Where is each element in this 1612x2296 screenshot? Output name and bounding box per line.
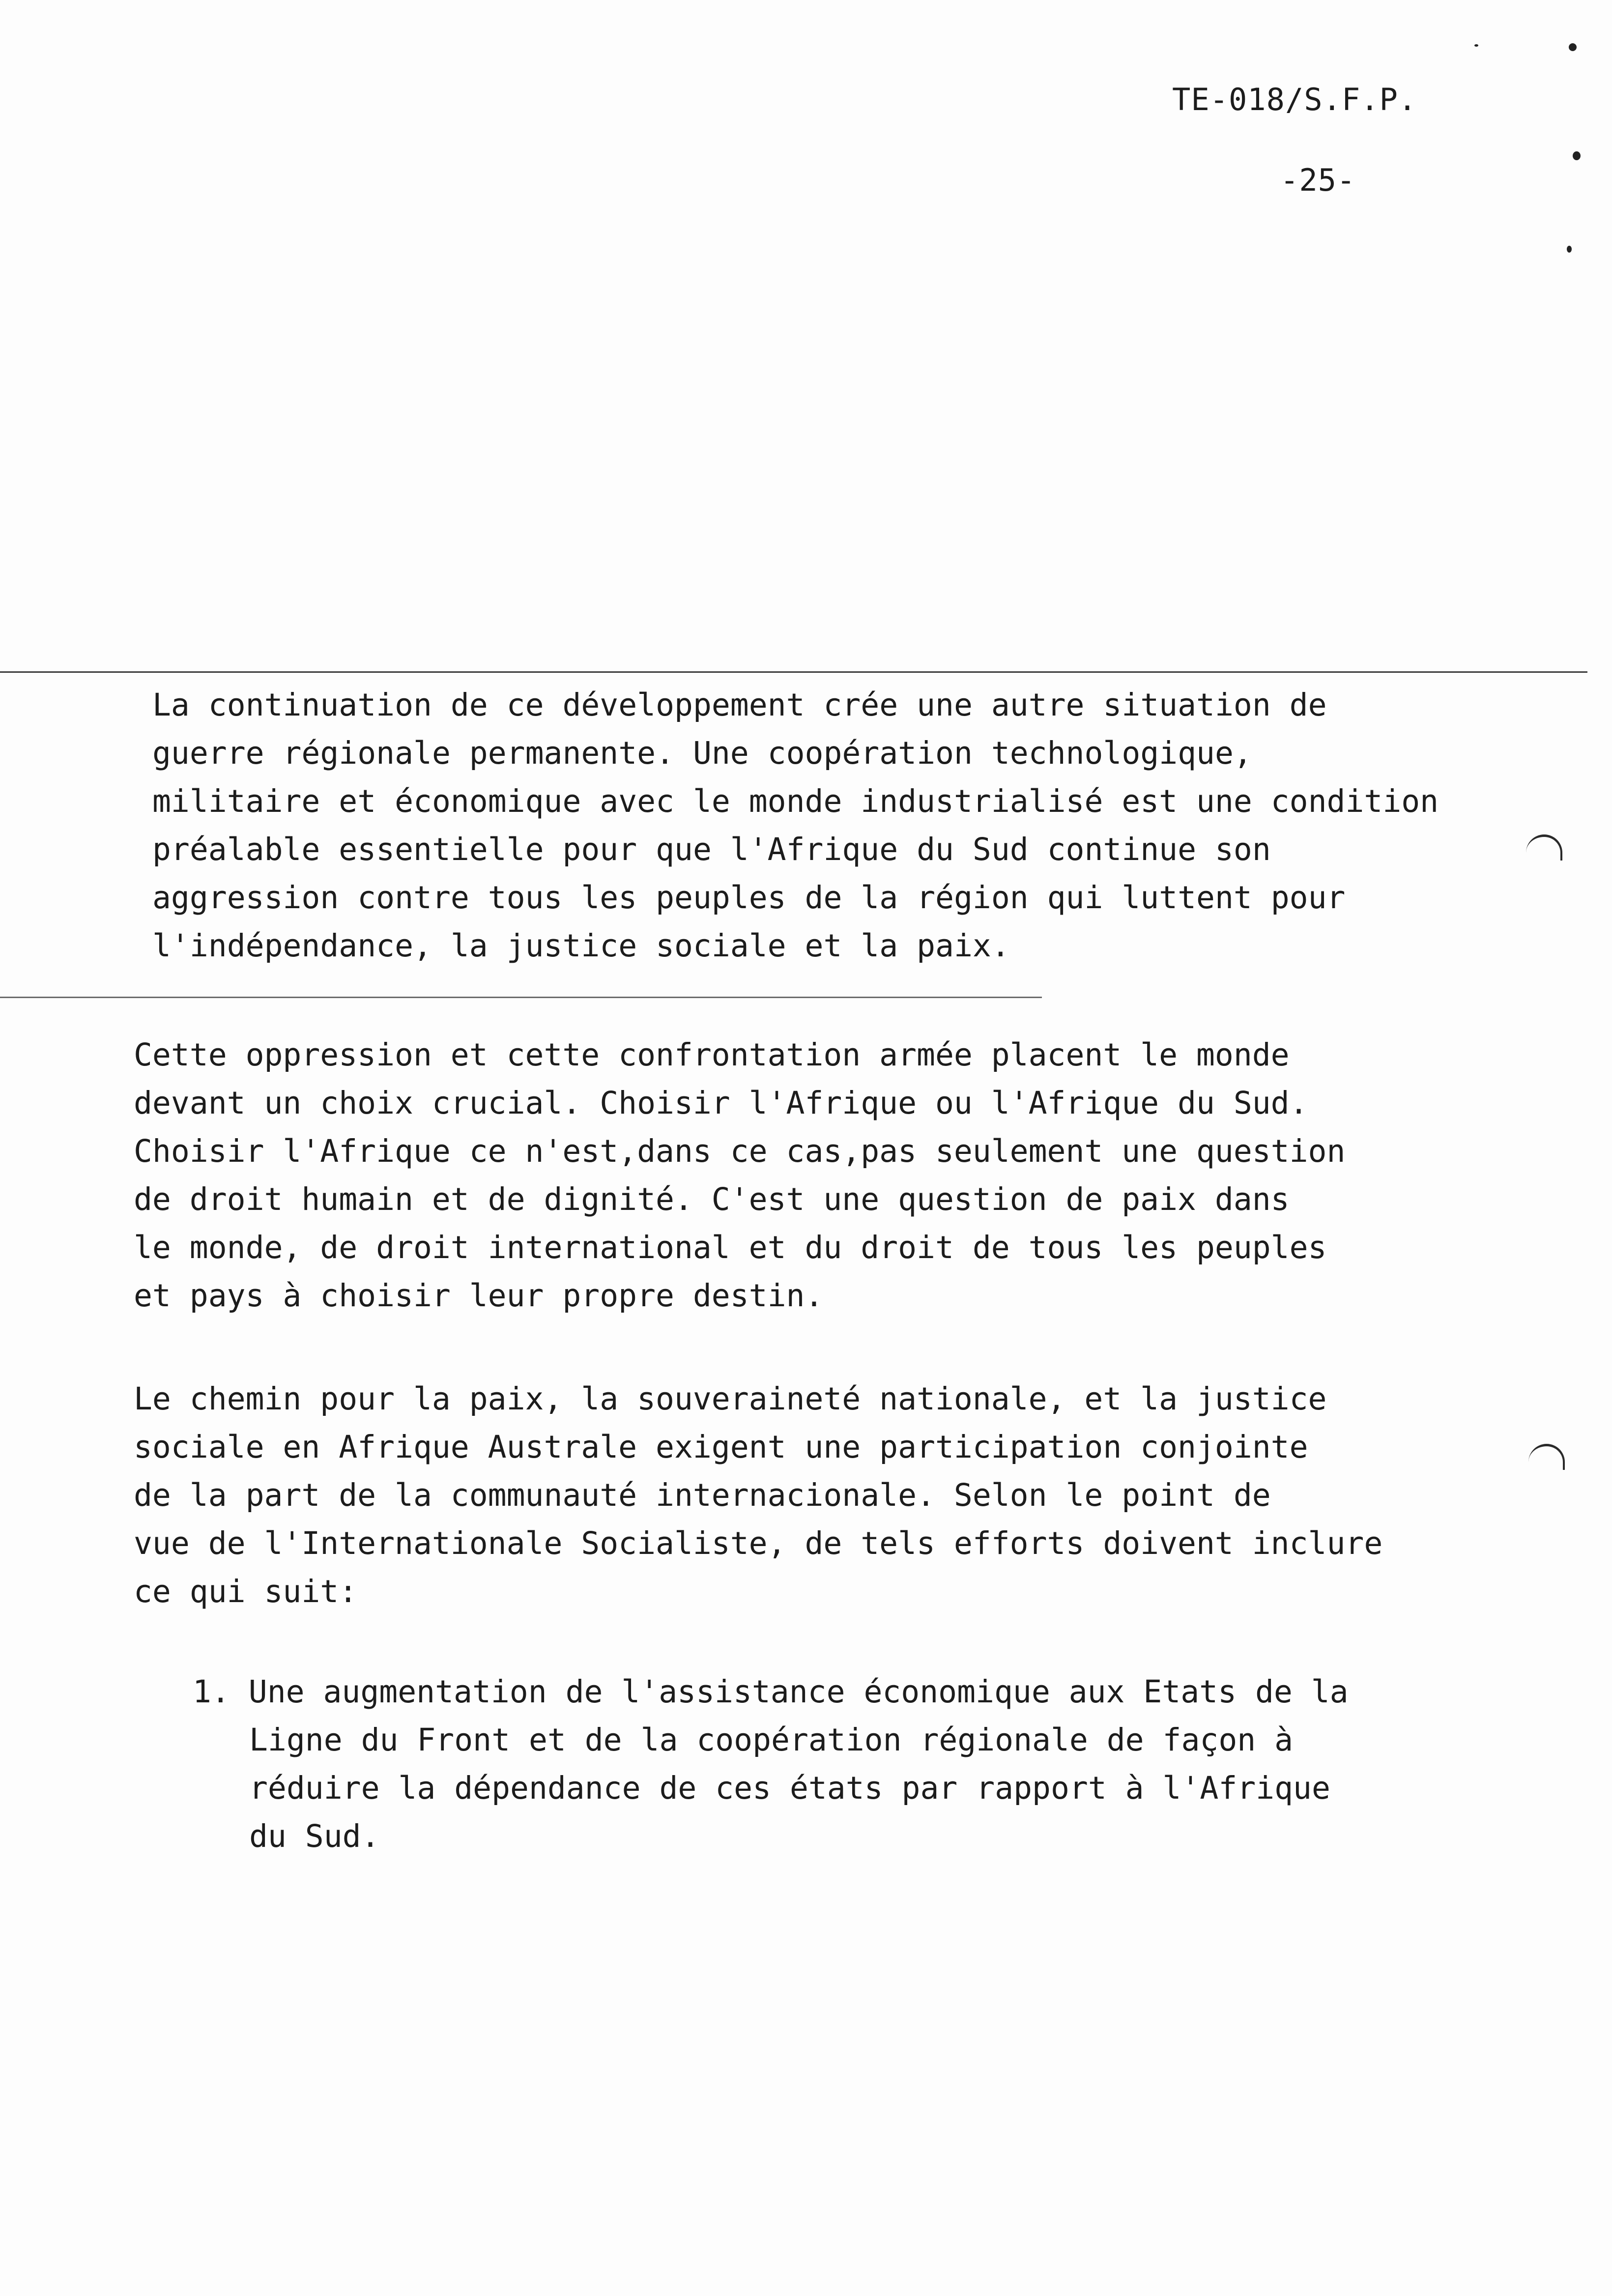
text-line: La continuation de ce développement crée une autre situation de — [152, 687, 1327, 723]
text-line: vue de l'Internationale Socialiste, de tels efforts doivent inclure — [134, 1525, 1383, 1561]
divider-bottom — [0, 997, 1042, 998]
text-line: de la part de la communauté internacionale. Selon le point de — [134, 1477, 1271, 1513]
text-line: et pays à choisir leur propre destin. — [134, 1278, 824, 1314]
hole-punch-mark — [1526, 834, 1562, 861]
text-line: militaire et économique avec le monde industrialisé est une condition — [152, 783, 1439, 819]
hole-punch-mark — [1528, 1444, 1565, 1470]
scan-speck — [1573, 151, 1581, 160]
paragraph-choice — [134, 1031, 1345, 1320]
text-line: Le chemin pour la paix, la souveraineté nationale, et la justice — [134, 1381, 1327, 1417]
document-reference: TE-018/S.F.P. — [1172, 82, 1417, 117]
paragraph-path-to-peace — [134, 1375, 1382, 1616]
text-line: Choisir l'Afrique ce n'est,dans ce cas,pas seulement une question — [134, 1133, 1346, 1169]
scan-speck — [1474, 44, 1478, 47]
text-line: préalable essentielle pour que l'Afrique du Sud continue son — [152, 832, 1271, 867]
text-line: Ligne du Front et de la coopération régionale de façon à — [249, 1722, 1294, 1758]
text-line: sociale en Afrique Australe exigent une participation conjointe — [134, 1429, 1308, 1465]
page-number: -25- — [1280, 162, 1356, 198]
text-line: l'indépendance, la justice sociale et la paix. — [152, 928, 1010, 964]
text-line: aggression contre tous les peuples de la région qui luttent pour — [152, 880, 1346, 916]
text-line: guerre régionale permanente. Une coopération technologique, — [152, 735, 1252, 771]
text-line: réduire la dépendance de ces états par rapport à l'Afrique — [249, 1770, 1330, 1806]
text-line: du Sud. — [249, 1818, 380, 1854]
divider-top — [0, 671, 1587, 673]
text-line: le monde, de droit international et du droit de tous les peuples — [134, 1230, 1327, 1265]
scan-speck — [1569, 43, 1577, 51]
text-line: devant un choix crucial. Choisir l'Afrique ou l'Afrique du Sud. — [134, 1085, 1308, 1121]
scan-speck — [1567, 246, 1572, 253]
text-line: Cette oppression et cette confrontation armée placent le monde — [134, 1037, 1290, 1073]
text-line: 1. Une augmentation de l'assistance économique aux Etats de la — [193, 1674, 1349, 1710]
text-line: ce qui suit: — [134, 1574, 358, 1609]
list-item — [193, 1668, 1349, 1861]
paragraph-boxed — [152, 681, 1439, 970]
text-line: de droit humain et de dignité. C'est une question de paix dans — [134, 1181, 1290, 1217]
